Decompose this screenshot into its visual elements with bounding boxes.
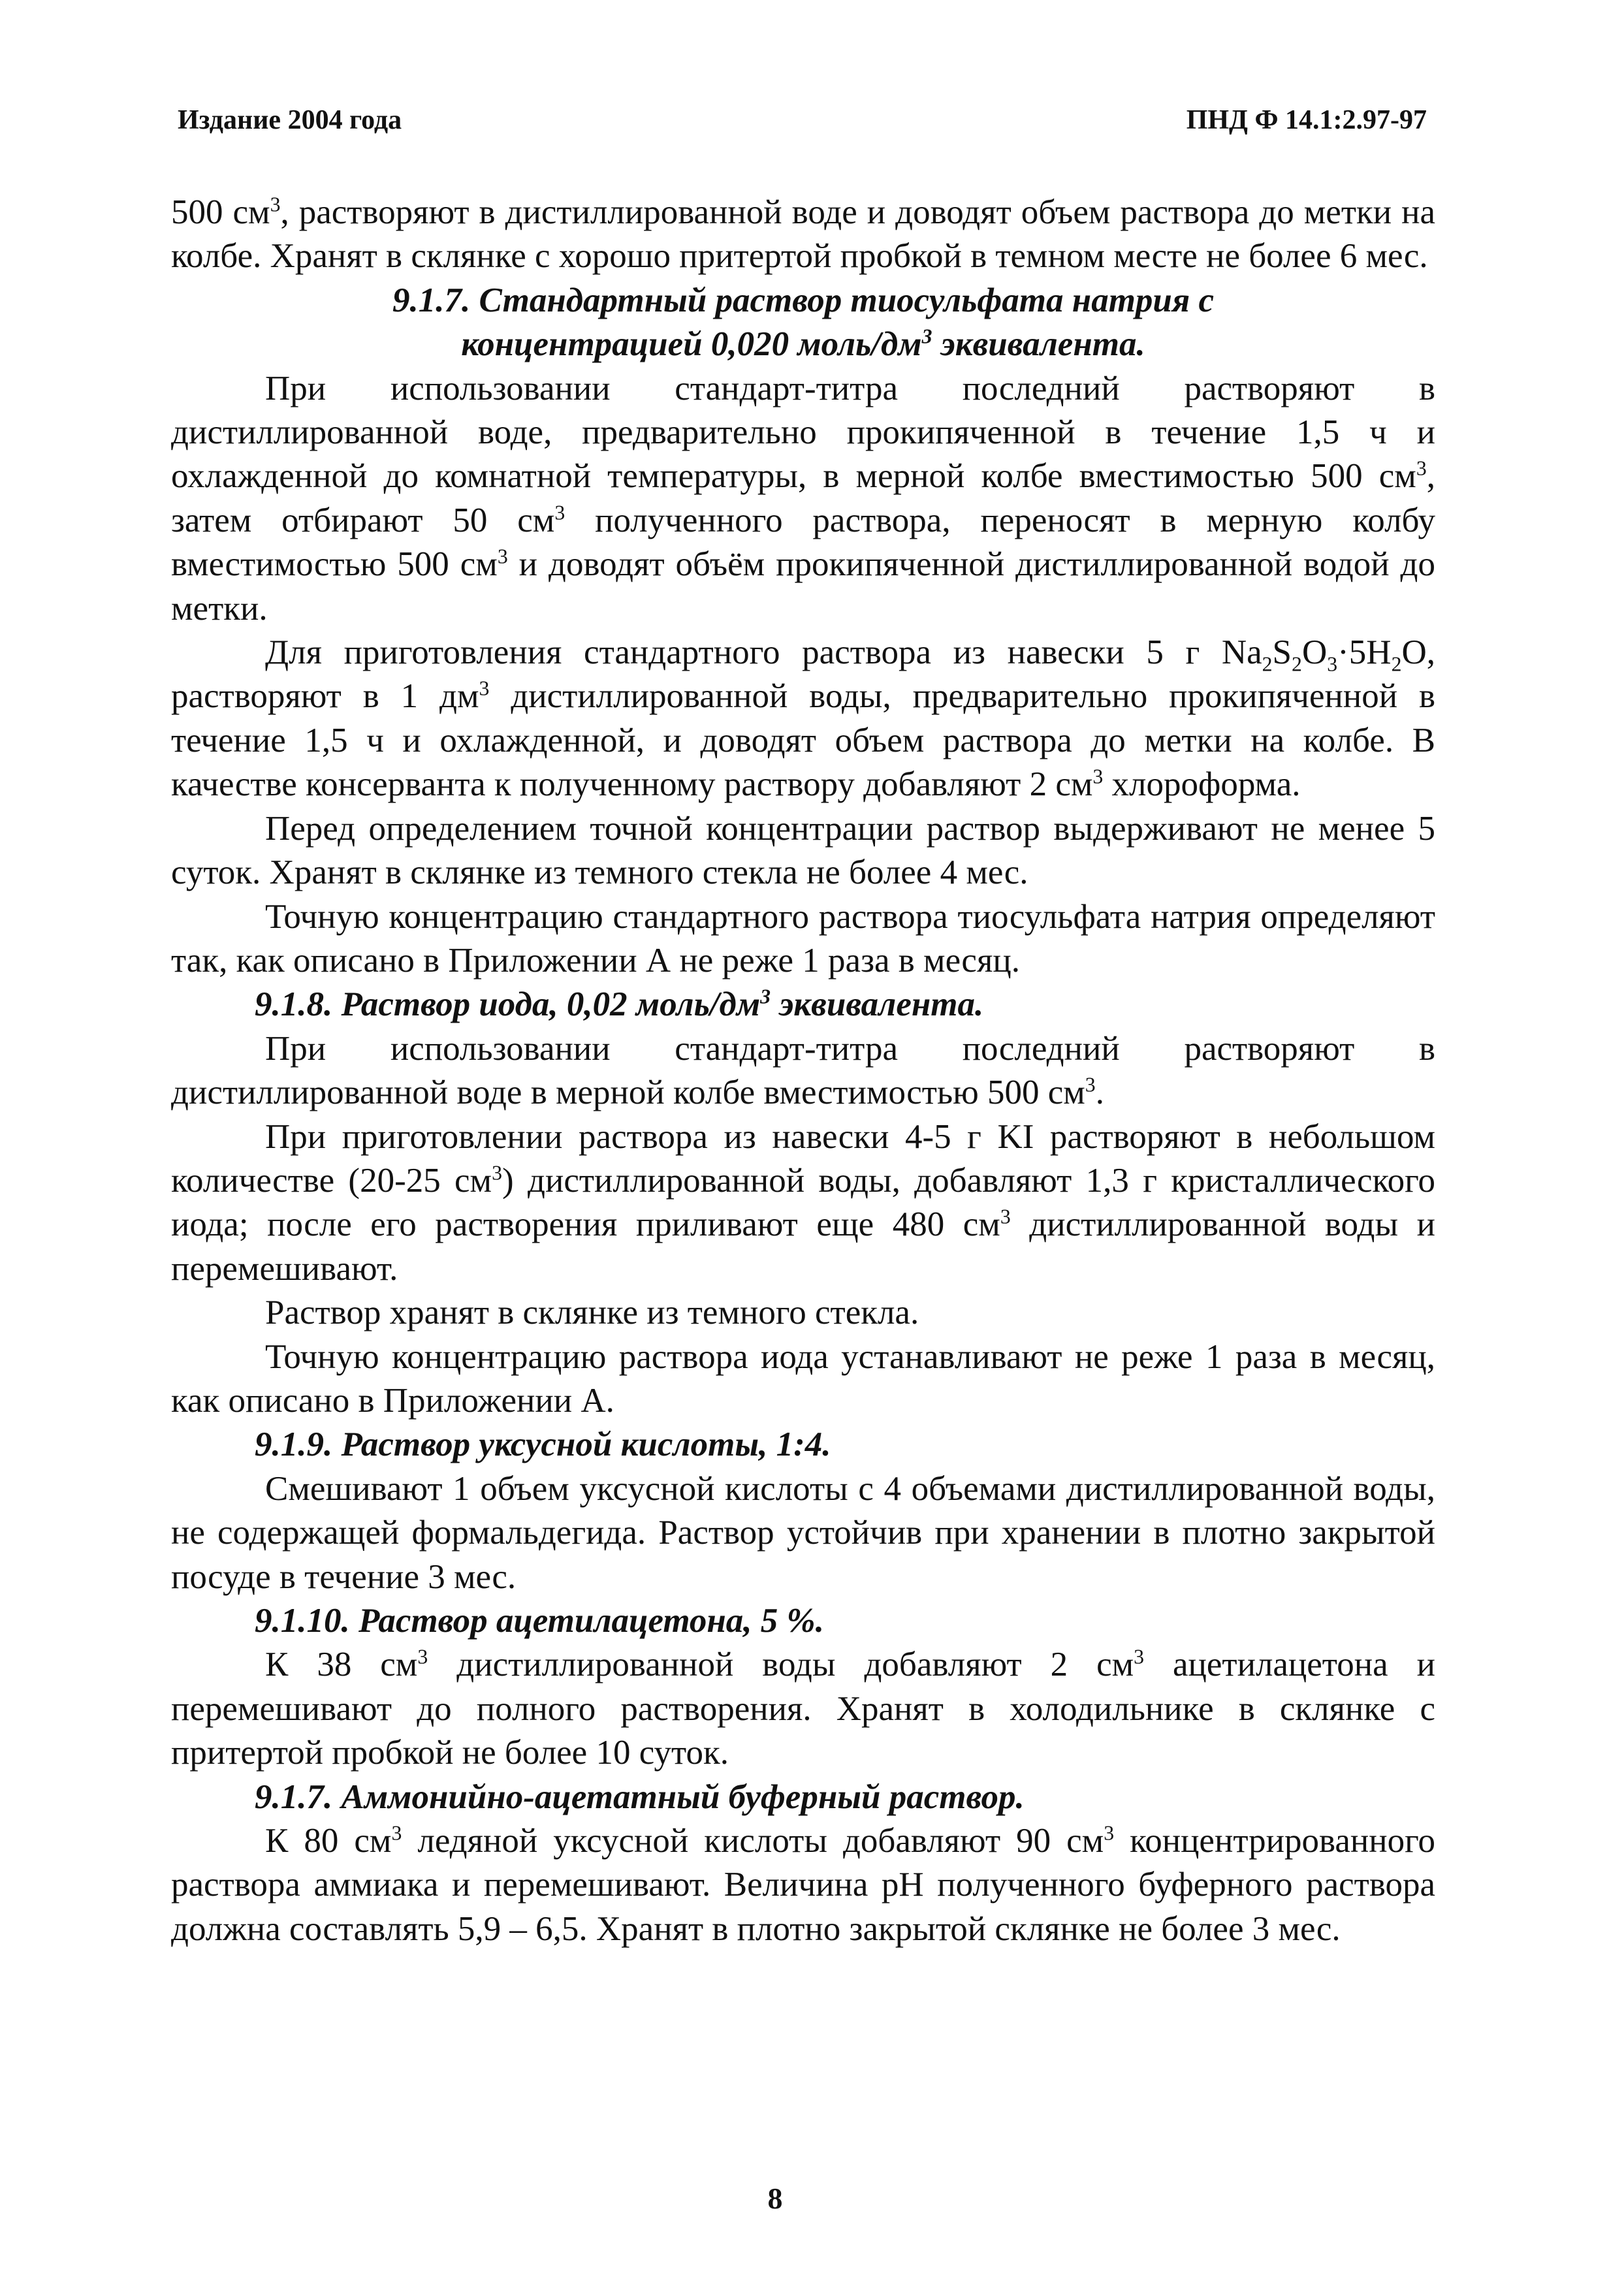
section-heading-9-1-10: 9.1.10. Раствор ацетилацетона, 5 %. <box>255 1602 824 1640</box>
paragraph-preparation: Для приготовления стандартного раствора из навески 5 г $Na_2S_2O_3\cdot 5H_2O$, растворяют в 1 $дм^3$ дистиллированной воды, предварительно прокипяченной в течение 1,5 ч и охлажденной, и доводят объем раствора до метки на колбе. В качестве консерванта к полученному раствору добавляют 2 $см^3$ хлороформа. <box>171 633 1435 804</box>
section-heading-9-1-8: 9.1.8. Раствор иода, 0,02 моль/$дм^3$ эквивалента. <box>255 985 984 1024</box>
paragraph-storage: Перед определением точной концентрации раствор выдерживают не менее 5 суток. Хранят в склянке из темного стекла не более 4 мес. <box>171 809 1435 892</box>
paragraph-buffer: К 80 $см^3$ ледяной уксусной кислоты добавляют 90 $см^3$ концентрированного раствора аммиака и перемешивают. Величина pH полученного буферного раствора должна составлять 5,9 – 6,5. Хранят в плотно закрытой склянке не более 3 мес. <box>171 1821 1435 1948</box>
section-heading-buffer: 9.1.7. Аммонийно-ацетатный буферный раствор. <box>255 1777 1025 1816</box>
paragraph-intro: 500 $см^3$, растворяют в дистиллированной воде и доводят объем раствора до метки на колбе. Хранят в склянке с хорошо притертой пробкой в темном месте не более 6 мес. <box>171 193 1435 276</box>
paragraph-acetylacetone: К 38 $см^3$ дистиллированной воды добавляют 2 $см^3$ ацетилацетона и перемешивают до полного растворения. Хранят в холодильнике в склянке с притертой пробкой не более 10 суток. <box>171 1645 1435 1772</box>
page-number: 8 <box>767 2182 783 2215</box>
paragraph-iodine-preparation: При приготовлении раствора из навески 4-5 г KI растворяют в небольшом количестве (20-25 $см^3$) дистиллированной воды, добавляют 1,3 г кристаллического иода; после его растворения приливают еще 480 $см^3$ дистиллированной воды и перемешивают. <box>171 1117 1436 1288</box>
paragraph-iodine-titre: При использовании стандарт-титра последний растворяют в дистиллированной воде в мерной колбе вместимостью 500 $см^3$. <box>171 1029 1435 1112</box>
paragraph-acetic-acid: Смешивают 1 объем уксусной кислоты с 4 объемами дистиллированной воды, не содержащей формальдегида. Раствор устойчив при хранении в плотно закрытой посуде в течение 3 мес. <box>171 1469 1435 1596</box>
edition-label: Издание 2004 года <box>178 105 402 135</box>
section-heading-9-1-7: 9.1.7. Стандартный раствор тиосульфата натрия с концентрацией 0,020 моль/$дм^3$ эквивалента. <box>392 281 1214 364</box>
paragraph-iodine-concentration: Точную концентрацию раствора иода устанавливают не реже 1 раза в месяц, как описано в Приложении А. <box>171 1337 1435 1420</box>
page-body <box>171 191 1435 1951</box>
paragraph-iodine-storage: Раствор хранят в склянке из темного стекла. <box>265 1294 919 1332</box>
paragraph-concentration: Точную концентрацию стандартного раствора тиосульфата натрия определяют так, как описано в Приложении А не реже 1 раза в месяц. <box>171 897 1435 980</box>
page-header <box>178 104 1427 144</box>
document-code: ПНД Ф 14.1:2.97-97 <box>1186 105 1427 135</box>
section-heading-9-1-9: 9.1.9. Раствор уксусной кислоты, 1:4. <box>255 1426 831 1464</box>
paragraph-standard-titre: При использовании стандарт-титра последний растворяют в дистиллированной воде, предварительно прокипяченной в течение 1,5 ч и охлажденной до комнатной температуры, в мерной колбе вместимостью 500 $см^3$, затем отбирают 50 $см^3$ полученного раствора, переносят в мерную колбу вместимостью 500 $см^3$ и доводят объём прокипяченной дистиллированной водой до метки. <box>171 369 1436 628</box>
